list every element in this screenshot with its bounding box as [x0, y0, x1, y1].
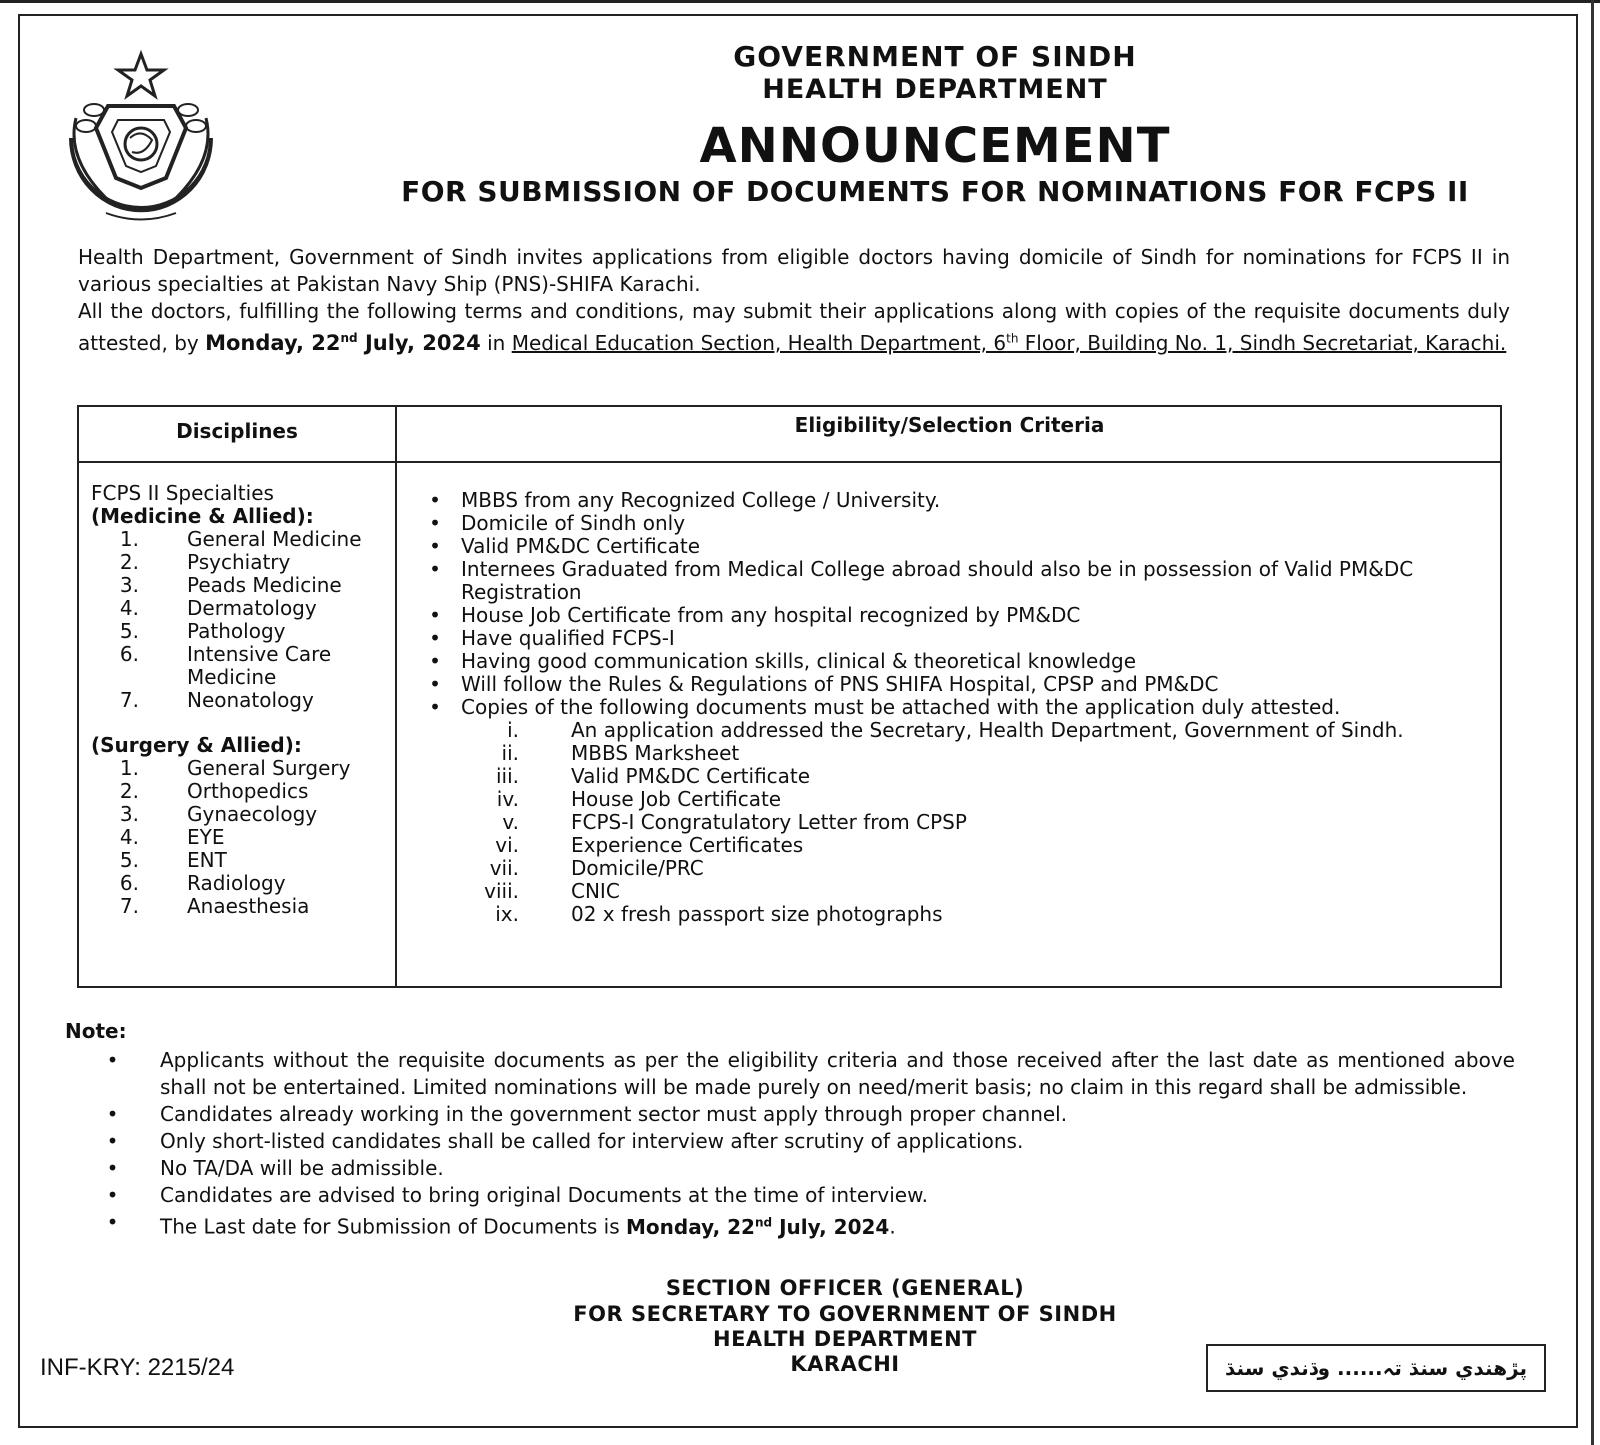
criteria-text: Have qualified FCPS-I — [461, 626, 675, 650]
note-text: Only short-listed candidates shall be called for interview after scrutiny of applications. — [160, 1129, 1024, 1153]
criteria-text: Domicile of Sindh only — [461, 511, 686, 535]
document-numeral: v. — [502, 810, 519, 834]
medicine-specialty-name: Pathology — [187, 619, 286, 643]
document-numeral: viii. — [484, 879, 519, 903]
column-header-criteria: Eligibility/Selection Criteria — [794, 413, 1105, 437]
notes-list — [65, 1047, 1515, 1209]
intro-text — [78, 244, 1510, 357]
surgery-group-label: (Surgery & Allied): — [91, 733, 302, 757]
surgery-specialty-number: 7. — [119, 894, 139, 918]
criteria-text: Valid PM&DC Certificate — [461, 534, 701, 558]
note-text: Applicants without the requisite documents as per the eligibility criteria and those received after the last date as mentioned above shall not be entertained. Limited nominations will be made purely on need/merit basis; no claim in this regard shall be admissible. — [160, 1048, 1515, 1099]
medicine-specialty-item — [91, 597, 391, 620]
criteria-list — [409, 489, 1494, 719]
criteria-cell — [409, 489, 1494, 926]
note-bullet: • — [106, 1048, 119, 1072]
criteria-bullet: • — [429, 557, 441, 581]
document-numeral: ix. — [495, 902, 519, 926]
address-b: Floor, Building No. 1, Sindh Secretariat, Karachi. — [1018, 331, 1507, 355]
government-of-sindh-seal-icon — [46, 48, 236, 238]
document-text: Valid PM&DC Certificate — [571, 764, 811, 788]
last-date-sup: nd — [754, 1215, 773, 1229]
criteria-item — [409, 696, 1494, 719]
criteria-text: Having good communication skills, clinical & theoretical knowledge — [461, 649, 1137, 673]
document-item — [409, 903, 1494, 926]
deadline-date-b: July, 2024 — [357, 331, 481, 355]
surgery-specialty-number: 5. — [119, 848, 139, 872]
medicine-specialty-number: 5. — [119, 619, 139, 643]
last-date-a: Monday, 22 — [626, 1214, 755, 1239]
medicine-specialty-number: 4. — [119, 596, 139, 620]
criteria-bullet: • — [429, 649, 441, 673]
document-text: MBBS Marksheet — [571, 741, 740, 765]
medicine-specialty-item — [91, 574, 391, 597]
deadline-date — [205, 331, 481, 355]
surgery-specialty-item — [91, 803, 391, 826]
last-date-text: The Last date for Submission of Documents is — [160, 1214, 627, 1239]
intro-paragraph-2 — [78, 298, 1510, 357]
surgery-list — [91, 757, 391, 918]
signature-title: SECTION OFFICER (GENERAL) — [665, 1276, 1025, 1300]
medicine-specialty-item — [91, 528, 391, 551]
document-text: CNIC — [571, 879, 620, 903]
last-date-end: . — [889, 1214, 896, 1239]
criteria-text: Copies of the following documents must be attached with the application duly attested. — [461, 695, 1341, 719]
criteria-text: Will follow the Rules & Regulations of PNS SHIFA Hospital, CPSP and PM&DC — [461, 672, 1219, 696]
criteria-item — [409, 558, 1494, 604]
document-item — [409, 811, 1494, 834]
document-text: 02 x fresh passport size photographs — [571, 902, 943, 926]
document-text: An application addressed the Secretary, Health Department, Government of Sindh. — [571, 718, 1404, 742]
document-numeral: iii. — [495, 764, 519, 788]
page-subtitle: FOR SUBMISSION OF DOCUMENTS FOR NOMINATIONS FOR FCPS II — [401, 175, 1469, 208]
document-numeral: ii. — [501, 741, 519, 765]
note-label: Note: — [65, 1019, 127, 1043]
deadline-date-sup: nd — [340, 331, 358, 345]
criteria-item — [409, 489, 1494, 512]
surgery-specialty-number: 3. — [119, 802, 139, 826]
document-item — [409, 834, 1494, 857]
reference-number: INF-KRY: 2215/24 — [40, 1354, 235, 1381]
surgery-specialty-name: Radiology — [187, 871, 286, 895]
column-header-disciplines: Disciplines — [176, 419, 298, 443]
specialties-intro: FCPS II Specialties — [91, 481, 274, 505]
criteria-bullet: • — [429, 534, 441, 558]
table-column-divider — [395, 407, 397, 986]
medicine-specialty-number: 7. — [119, 688, 139, 712]
note-bullet: • — [106, 1102, 119, 1126]
documents-list — [409, 719, 1494, 926]
document-text: Experience Certificates — [571, 833, 804, 857]
document-item — [409, 719, 1494, 742]
top-border — [0, 0, 1600, 3]
note-item — [65, 1101, 1515, 1128]
notes-section — [65, 1018, 1515, 1241]
medicine-specialty-item — [91, 689, 391, 712]
medicine-specialty-name: Psychiatry — [187, 550, 291, 574]
surgery-specialty-item — [91, 757, 391, 780]
note-item — [65, 1155, 1515, 1182]
last-date-b: July, 2024 — [772, 1214, 890, 1239]
header-department: HEALTH DEPARTMENT — [762, 74, 1108, 105]
document-text: Domicile/PRC — [571, 856, 704, 880]
address-sup: th — [1006, 331, 1019, 346]
document-numeral: iv. — [496, 787, 519, 811]
criteria-bullet: • — [429, 511, 441, 535]
deadline-date-a: Monday, 22 — [205, 331, 341, 355]
medicine-specialty-number: 1. — [119, 527, 139, 551]
medicine-specialty-number: 3. — [119, 573, 139, 597]
surgery-specialty-number: 2. — [119, 779, 139, 803]
document-text: House Job Certificate — [571, 787, 782, 811]
document-text: FCPS-I Congratulatory Letter from CPSP — [571, 810, 967, 834]
surgery-specialty-item — [91, 826, 391, 849]
criteria-bullet: • — [429, 695, 441, 719]
medicine-specialty-item — [91, 643, 391, 689]
signature-city: KARACHI — [790, 1352, 900, 1376]
page-title: ANNOUNCEMENT — [699, 118, 1171, 174]
note-text: No TA/DA will be admissible. — [160, 1156, 444, 1180]
surgery-specialty-name: Orthopedics — [187, 779, 309, 803]
address-a: Medical Education Section, Health Department, 6 — [511, 331, 1007, 355]
note-item — [65, 1047, 1515, 1101]
intro-paragraph-1: Health Department, Government of Sindh invites applications from eligible doctors having domicile of Sindh for nominations for FCPS II in various specialties at Pakistan Navy Ship (PNS)-SHIFA Karachi. — [78, 245, 1510, 296]
header-government: GOVERNMENT OF SINDH — [733, 40, 1137, 73]
sindhi-slogan: پڙهندي سنڌ تہ...... وڌندي سنڌ — [1206, 1344, 1546, 1392]
medicine-specialty-name: Peads Medicine — [187, 573, 342, 597]
document-numeral: vi. — [495, 833, 519, 857]
last-date-value — [626, 1215, 889, 1239]
criteria-text: Internees Graduated from Medical College abroad should also be in possession of Valid PM&DC Registration — [461, 557, 1414, 604]
signature-for-secretary: FOR SECRETARY TO GOVERNMENT OF SINDH — [573, 1302, 1117, 1326]
document-item — [409, 880, 1494, 903]
document-numeral: vii. — [489, 856, 519, 880]
intro-text-a: All the doctors, fulfilling the following terms and conditions, may submit their applications along with copies of the requisite documents duly attested, by — [78, 299, 1510, 355]
right-border — [1591, 0, 1594, 1445]
medicine-specialty-name: Dermatology — [187, 596, 317, 620]
medicine-specialty-item — [91, 620, 391, 643]
note-last-date-text — [160, 1209, 1515, 1241]
surgery-specialty-item — [91, 849, 391, 872]
surgery-specialty-number: 1. — [119, 756, 139, 780]
signature-department: HEALTH DEPARTMENT — [713, 1327, 977, 1351]
note-item — [65, 1182, 1515, 1209]
document-item — [409, 857, 1494, 880]
document-item — [409, 788, 1494, 811]
criteria-item — [409, 535, 1494, 558]
medicine-specialty-item — [91, 551, 391, 574]
criteria-text: House Job Certificate from any hospital recognized by PM&DC — [461, 603, 1081, 627]
note-item — [65, 1128, 1515, 1155]
note-bullet: • — [106, 1129, 119, 1153]
criteria-item — [409, 627, 1494, 650]
criteria-item — [409, 604, 1494, 627]
note-text: Candidates are advised to bring original Documents at the time of interview. — [160, 1183, 928, 1207]
criteria-bullet: • — [429, 603, 441, 627]
surgery-specialty-name: EYE — [187, 825, 225, 849]
surgery-specialty-item — [91, 895, 391, 918]
medicine-list — [91, 528, 391, 712]
criteria-item — [409, 512, 1494, 535]
note-text: Candidates already working in the government sector must apply through proper channel. — [160, 1102, 1068, 1126]
surgery-specialty-name: ENT — [187, 848, 227, 872]
submission-address — [512, 331, 1507, 355]
note-bullet: • — [106, 1183, 119, 1207]
surgery-specialty-name: Gynaecology — [187, 802, 318, 826]
surgery-specialty-name: General Surgery — [187, 756, 351, 780]
criteria-item — [409, 650, 1494, 673]
note-last-date — [65, 1209, 1515, 1241]
surgery-specialty-item — [91, 780, 391, 803]
document-item — [409, 742, 1494, 765]
eligibility-table — [77, 405, 1502, 988]
medicine-specialty-name: General Medicine — [187, 527, 362, 551]
note-bullet: • — [106, 1210, 119, 1234]
medicine-specialty-number: 2. — [119, 550, 139, 574]
criteria-bullet: • — [429, 626, 441, 650]
intro-text-b: in — [480, 331, 512, 355]
document-item — [409, 765, 1494, 788]
medicine-specialty-name: Neonatology — [187, 688, 314, 712]
criteria-bullet: • — [429, 488, 441, 512]
disciplines-cell — [91, 482, 391, 918]
surgery-specialty-item — [91, 872, 391, 895]
criteria-item — [409, 673, 1494, 696]
criteria-bullet: • — [429, 672, 441, 696]
surgery-specialty-number: 4. — [119, 825, 139, 849]
criteria-text: MBBS from any Recognized College / University. — [461, 488, 941, 512]
medicine-specialty-number: 6. — [119, 642, 139, 666]
medicine-specialty-name: Intensive Care Medicine — [187, 642, 332, 689]
table-header-divider — [79, 461, 1500, 463]
surgery-specialty-name: Anaesthesia — [187, 894, 310, 918]
surgery-specialty-number: 6. — [119, 871, 139, 895]
note-bullet: • — [106, 1156, 119, 1180]
medicine-group-label: (Medicine & Allied): — [91, 504, 314, 528]
document-numeral: i. — [507, 718, 519, 742]
